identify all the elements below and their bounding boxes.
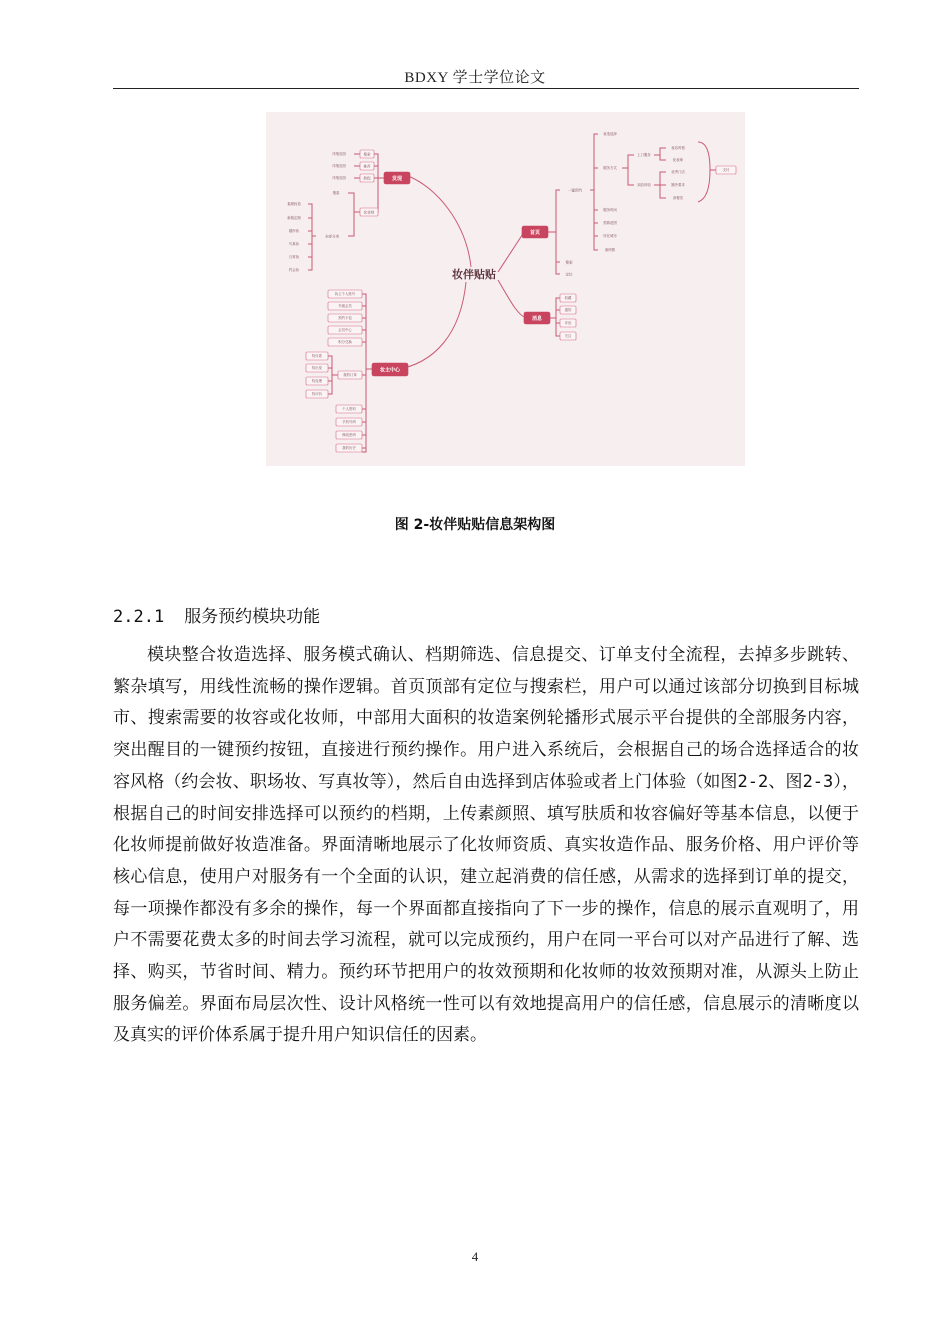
svg-text:评论: 评论 <box>564 321 572 326</box>
service-detail <box>671 169 685 174</box>
connector-line <box>660 185 666 198</box>
svg-text:升级会员: 升级会员 <box>338 304 352 309</box>
connector-line <box>548 190 560 232</box>
connector-line <box>328 375 332 394</box>
svg-text:妆容风格: 妆容风格 <box>671 146 685 151</box>
branch-node-faxian <box>384 172 410 184</box>
svg-text:修改密码: 修改密码 <box>342 433 356 438</box>
svg-text:通知: 通知 <box>564 308 572 313</box>
branch-curve-xiaoxi <box>498 280 524 317</box>
svg-text:服务时间: 服务时间 <box>603 208 617 213</box>
mindmap-diagram <box>266 112 745 466</box>
section-title: 服务预约模块功能 <box>184 607 321 627</box>
connector-line <box>660 155 666 160</box>
branch-curve-shouye <box>498 232 524 272</box>
shouye-subitem <box>603 233 617 238</box>
connector-line <box>308 236 312 270</box>
branch-curve-faxian <box>408 176 471 267</box>
shouye-child <box>568 187 583 192</box>
svg-text:全部分类: 全部分类 <box>324 234 340 239</box>
user-bottom-item <box>336 431 362 439</box>
xiaoxi-child <box>560 306 576 314</box>
faxian-leaf <box>289 228 300 233</box>
service-mode <box>637 152 651 157</box>
service-detail <box>673 195 684 200</box>
svg-text:所在城市: 所在城市 <box>603 234 617 239</box>
svg-text:详细页面: 详细页面 <box>332 164 346 169</box>
faxian-detail <box>333 190 340 195</box>
faxian-detail <box>332 163 346 168</box>
page-number: 4 <box>471 1249 479 1264</box>
svg-text:手机号码: 手机号码 <box>342 420 356 425</box>
connector-line <box>374 178 378 212</box>
mindmap-figure <box>266 112 745 466</box>
svg-text:化妆师: 化妆师 <box>363 210 375 215</box>
xiaoxi-child <box>560 294 576 302</box>
user-top-item <box>328 302 362 310</box>
connector-line <box>556 232 560 274</box>
running-header: BDXY 学士学位论文 <box>404 70 546 86</box>
faxian-leaf <box>287 215 301 220</box>
connector-line <box>628 168 634 185</box>
payment-bracket <box>698 142 710 202</box>
svg-text:婚纱妆: 婚纱妆 <box>288 229 300 234</box>
svg-text:推荐: 推荐 <box>363 164 371 169</box>
connector-line <box>328 356 338 375</box>
svg-text:预算范围: 预算范围 <box>603 221 617 226</box>
faxian-detail <box>332 175 346 180</box>
faxian-leaf <box>289 267 300 272</box>
branch-node-user <box>372 363 408 376</box>
user-top-item <box>328 290 362 298</box>
svg-text:额外要求: 额外要求 <box>671 183 685 188</box>
figure-caption: 图 2-妆伴贴贴信息架构图 <box>394 517 556 533</box>
faxian-leaf <box>289 254 300 259</box>
connector-line <box>348 193 360 212</box>
svg-text:消息: 消息 <box>531 315 543 322</box>
svg-text:上门服务: 上门服务 <box>637 153 651 158</box>
svg-text:收藏: 收藏 <box>564 296 572 301</box>
connector-line <box>362 294 372 369</box>
faxian-leaf <box>287 201 301 206</box>
faxian-detail <box>332 151 346 156</box>
svg-text:案例图: 案例图 <box>604 248 616 253</box>
faxian-leaf <box>289 241 300 246</box>
connector-line <box>550 298 560 318</box>
user-order-node <box>338 371 362 379</box>
svg-text:发现: 发现 <box>391 175 403 182</box>
faxian-child <box>360 174 374 182</box>
connector-line <box>622 155 634 168</box>
svg-text:化妆师: 化妆师 <box>672 158 684 163</box>
faxian-child <box>360 150 374 158</box>
xiaoxi-child <box>560 332 576 340</box>
shouye-child <box>565 271 573 276</box>
svg-text:待处理: 待处理 <box>311 379 323 384</box>
connector-line <box>556 232 560 262</box>
user-bottom-item <box>336 418 362 426</box>
service-detail <box>673 157 684 162</box>
payment-node <box>716 166 736 174</box>
svg-text:搜索: 搜索 <box>565 260 573 265</box>
svg-text:待评价: 待评价 <box>311 392 323 397</box>
connector-line <box>348 212 354 236</box>
svg-text:支付: 支付 <box>722 168 730 173</box>
svg-text:妆造选择: 妆造选择 <box>603 132 617 137</box>
xiaoxi-child <box>560 319 576 327</box>
svg-text:教程: 教程 <box>363 176 371 181</box>
connector-line <box>556 318 560 336</box>
svg-text:定位: 定位 <box>565 272 573 277</box>
svg-text:详细页面: 详细页面 <box>332 152 346 157</box>
svg-text:套餐类: 套餐类 <box>672 196 684 201</box>
section-heading <box>113 602 320 627</box>
svg-text:积分兑换: 积分兑换 <box>338 340 352 345</box>
svg-text:妆主中心: 妆主中心 <box>379 367 401 374</box>
svg-text:新娘定制: 新娘定制 <box>287 216 301 221</box>
connector-line <box>594 190 598 250</box>
svg-text:服务方式: 服务方式 <box>603 166 617 171</box>
svg-text:我的历史: 我的历史 <box>342 446 356 451</box>
faxian-child <box>360 208 378 216</box>
service-detail <box>671 145 685 150</box>
svg-text:一键预约: 一键预约 <box>567 188 583 193</box>
svg-text:优秀门店: 优秀门店 <box>671 170 685 175</box>
user-bottom-item <box>336 444 362 452</box>
shouye-child <box>565 259 573 264</box>
user-order-item <box>306 364 328 372</box>
svg-text:首页: 首页 <box>529 229 541 236</box>
svg-text:预约卡包: 预约卡包 <box>338 316 352 321</box>
branch-node-shouye <box>522 226 548 238</box>
svg-text:妆主个人账号: 妆主个人账号 <box>334 292 356 297</box>
user-order-item <box>306 377 328 385</box>
branch-curve-user <box>394 282 466 370</box>
svg-text:素颜妆造: 素颜妆造 <box>287 202 301 207</box>
connector-line <box>654 148 666 155</box>
shouye-subitem <box>603 207 617 212</box>
connector-line <box>590 134 598 190</box>
svg-text:搜索: 搜索 <box>363 152 371 157</box>
faxian-child <box>325 233 340 238</box>
shouye-subitem <box>603 131 617 136</box>
connector-line <box>362 369 366 452</box>
header-rule <box>113 88 859 89</box>
svg-text:关注: 关注 <box>564 334 572 339</box>
user-top-item <box>328 314 362 322</box>
user-top-item <box>328 338 362 346</box>
svg-text:待出发: 待出发 <box>311 366 323 371</box>
faxian-child <box>360 162 374 170</box>
svg-text:约会妆: 约会妆 <box>288 268 300 273</box>
svg-text:我的订单: 我的订单 <box>343 373 357 378</box>
user-top-item <box>328 326 362 334</box>
shouye-subitem <box>605 247 616 252</box>
service-mode <box>637 182 651 187</box>
svg-text:待付款: 待付款 <box>311 354 323 359</box>
svg-text:详细页面: 详细页面 <box>332 176 346 181</box>
section-number: 2.2.1 <box>113 607 165 627</box>
service-detail <box>671 182 685 187</box>
user-order-item <box>306 390 328 398</box>
branch-node-xiaoxi <box>524 312 550 324</box>
body-paragraph: 模块整合妆造选择、服务模式确认、档期筛选、信息提交、订单支付全流程，去掉多步跳转、繁杂填写，用线性流畅的操作逻辑。首页顶部有定位与搜索栏，用户可以通过该部分切换到目标城市、搜索需要的妆容或化妆师，中部用大面积的妆造案例轮播形式展示平台提供的全部服务内容，突出醒目的一键预约按钮，直接进行预约操作。用户进入系统后，会根据自己的场合选择适合的妆容风格（约会妆、职场妆、写真妆等），然后自由选择到店体验或者上门体验（如图2-2、图2-3），根据自己的时间安排选择可以预约的档期，上传素颜照、填写肤质和妆容偏好等基本信息，以便于化妆师提前做好妆造准备。界面清晰地展示了化妆师资质、真实妆造作品、服务价格、用户评价等核心信息，使用户对服务有一个全面的认识，建立起消费的信任感，从需求的选择到订单的提交，每一项操作都没有多余的操作，每一个界面都直接指向了下一步的操作，信息的展示直观明了，用户不需要花费太多的时间去学习流程，就可以完成预约，用户在同一平台可以对产品进行了解、选择、购买，节省时间、精力。预约环节把用户的妆效预期和化妆师的妆效预期对准，从源头上防止服务偏差。界面布局层次性、设计风格统一性可以有效地提高用户的信任感，信息展示的清晰度以及真实的评价体系属于提升用户知识信任的因素。 <box>113 645 859 1046</box>
connector-line <box>654 172 666 185</box>
svg-text:搜索: 搜索 <box>332 191 340 196</box>
shouye-subitem <box>603 220 617 225</box>
user-bottom-item <box>336 405 362 413</box>
svg-text:写真妆: 写真妆 <box>288 242 300 247</box>
user-order-item <box>306 352 328 360</box>
svg-text:到店体验: 到店体验 <box>637 183 651 188</box>
svg-text:会员中心: 会员中心 <box>338 328 352 333</box>
svg-text:日常妆: 日常妆 <box>288 255 300 260</box>
svg-text:妆伴贴贴: 妆伴贴贴 <box>452 267 496 281</box>
mindmap-root <box>452 267 496 281</box>
shouye-subitem <box>603 165 617 170</box>
svg-text:个人资料: 个人资料 <box>342 407 356 412</box>
